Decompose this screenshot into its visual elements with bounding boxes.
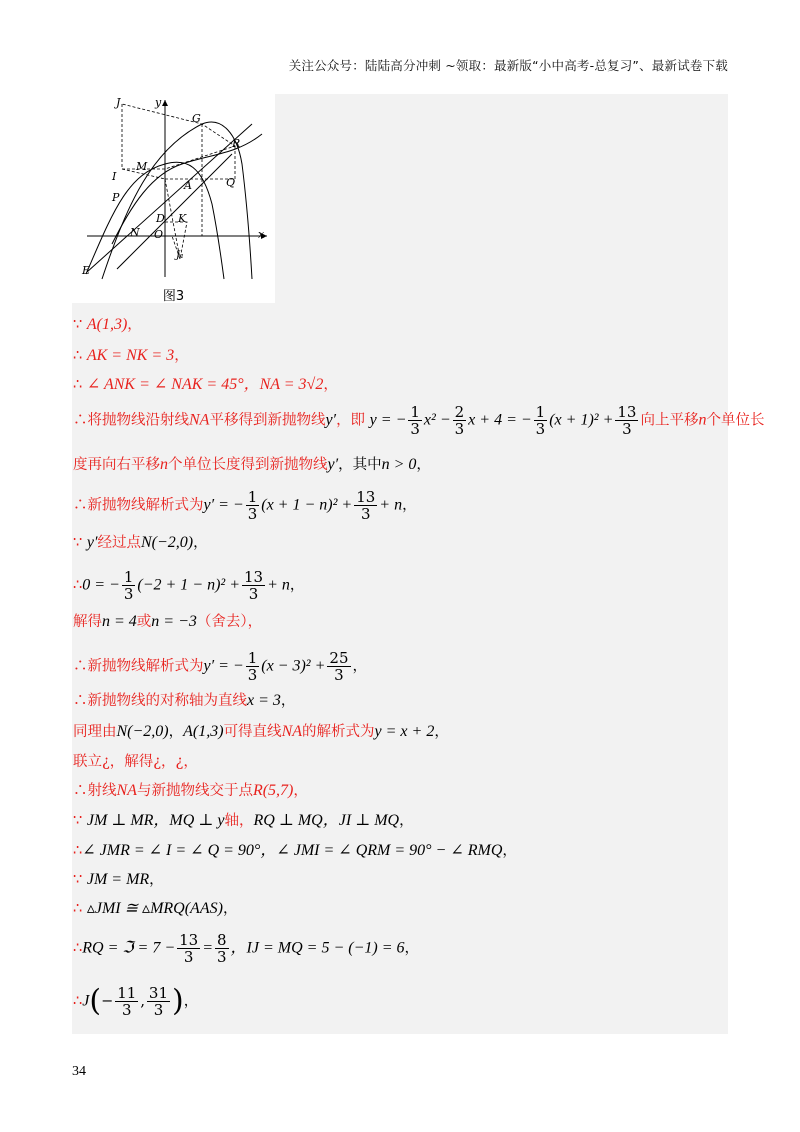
figure-3	[72, 94, 275, 303]
label-q: Q	[226, 176, 236, 189]
line-4b: 度再向右平移n个单位长度得到新抛物线y′，其中n > 0，	[73, 456, 431, 473]
line-3: ∴ ∠ ANK = ∠ NAK = 45°，NA = 3√2，	[73, 376, 338, 393]
line-8: 解得n = 4或n = −3（舍去），	[73, 613, 263, 630]
label-a: A	[184, 179, 192, 192]
label-n: N	[130, 226, 140, 239]
label-i: I	[112, 170, 117, 183]
line-10: ∴新抛物线的对称轴为直线x = 3，	[73, 692, 296, 709]
label-d: D	[156, 212, 165, 225]
page-header: 关注公众号：陆陆高分冲刺 ~领取：最新版“小中高考-总复习”、最新试卷下载	[288, 58, 728, 73]
line-19: ∴J(− $\frac{11}{3}$ , $\frac{31}{3}$ )，	[73, 983, 199, 1019]
line-7: ∴0 = − $\frac{1}{3}$ (−2 + 1 − n)² + $\frac{13}{3}$ + n，	[73, 568, 305, 603]
line-12: 联立¿，解得¿，¿，	[73, 754, 198, 770]
line-2: ∴ AK = NK = 3，	[73, 347, 189, 364]
label-g: G	[192, 112, 201, 125]
line-14: ∵ JM ⊥ MR，MQ ⊥ y轴，RQ ⊥ MQ，JI ⊥ MQ，	[73, 812, 414, 829]
parabola-diagram	[72, 94, 275, 284]
label-p: P	[112, 191, 120, 204]
label-j1: J₁	[176, 250, 185, 261]
label-o: O	[154, 228, 164, 241]
line-18: ∴RQ = ℑ = 7 − $\frac{13}{3}$ = $\frac{8}{3}$ ，IJ = MQ = 5 − (−1) = 6，	[73, 931, 420, 966]
label-r: R	[232, 137, 241, 150]
label-k: K	[178, 212, 187, 225]
label-y: y	[155, 96, 162, 109]
line-17: ∴ ▵JMI ≅ ▵MRQ(AAS)，	[73, 900, 238, 917]
label-m: M	[136, 160, 148, 173]
line-15: ∴∠ JMR = ∠ I = ∠ Q = 90°，∠ JMI = ∠ QRM = 90° − ∠ RMQ，	[73, 842, 517, 859]
figure-caption: 图3	[162, 289, 185, 304]
label-j: J	[116, 96, 121, 109]
line-1: ∵ A(1,3)，	[73, 316, 142, 333]
line-16: ∵ JM = MR，	[73, 871, 164, 888]
line-6: ∵ y′经过点N(−2,0)，	[73, 534, 208, 551]
line-9: ∴新抛物线解析式为y′ = − $\frac{1}{3}$ (x − 3)² + $\frac{25}{3}$ ，	[73, 649, 367, 684]
line-13: ∴射线NA与新抛物线交于点R(5,7)，	[73, 782, 308, 799]
line-5: ∴新抛物线解析式为y′ = − $\frac{1}{3}$ (x + 1 − n)² + $\frac{13}{3}$ + n，	[73, 488, 417, 523]
label-e: E	[82, 264, 91, 277]
page-number: 34	[72, 1064, 86, 1079]
line-4a: ∴将抛物线沿射线NA平移得到新抛物线y′，即 y = − $\frac{1}{3}$ x² − $\frac{2}{3}$ x + 4 = − $\frac{1}{3}$ (x + 1)² + $\frac{13}{3}$ 向上平移n个单位长	[73, 403, 765, 438]
line-11: 同理由N(−2,0)，A(1,3)可得直线NA的解析式为y = x + 2，	[73, 723, 449, 740]
label-x: x	[258, 228, 265, 241]
